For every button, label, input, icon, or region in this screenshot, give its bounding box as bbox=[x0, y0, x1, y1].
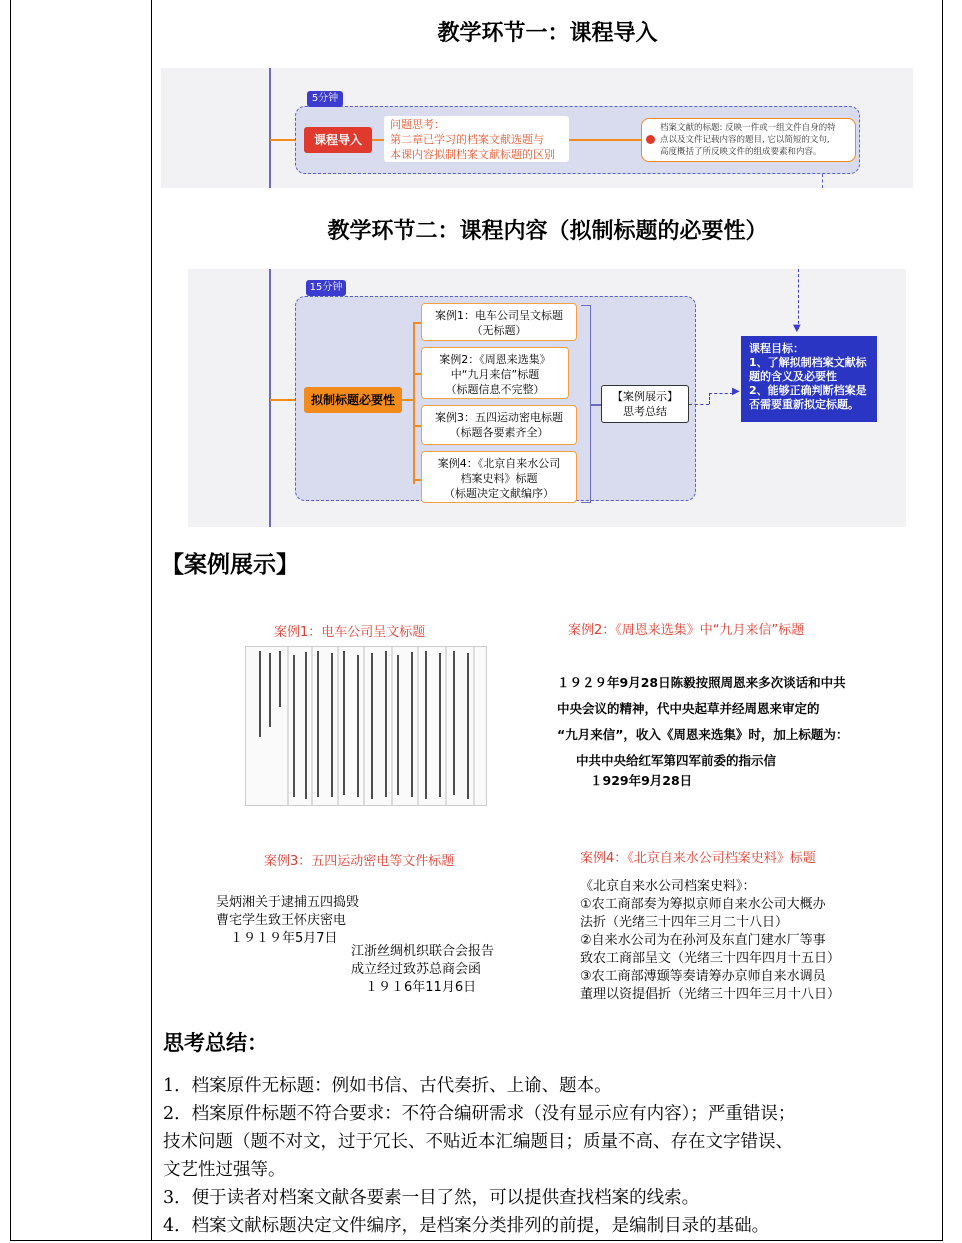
question-box: 问题思考： 第二章已学习的档案文献选题与 本课内容拟制档案文献标题的区别 bbox=[384, 116, 569, 162]
course-goal: 课程目标： 1、了解拟制档案文献标 题的含义及必要性 2、能够正确判断档案是 否需要重新拟定标题。 bbox=[741, 336, 877, 422]
case-2-node: 案例2：《周恩来选集》 中“九月来信”标题 （标题信息不完整） bbox=[421, 347, 569, 399]
time-tag: 5分钟 bbox=[307, 91, 343, 107]
intro-node: 课程导入 bbox=[304, 127, 372, 153]
summary-list bbox=[163, 1072, 933, 1240]
column-divider bbox=[151, 0, 152, 1241]
section1-diagram bbox=[161, 68, 913, 188]
case-3-node: 案例3：五四运动密电标题 （标题各要素齐全） bbox=[421, 405, 577, 445]
case1-title: 案例1：电车公司呈文标题 bbox=[274, 625, 426, 640]
case4-text: 《北京自来水公司档案史料》： ①农工商部奏为筹拟京师自来水公司大概办 法折（光绪三十四年三月二十八日） ②自来水公司为在孙河及东直门建水厂等事 致农工商部呈文（光绪三十四年四月十五日） ③农工商部溥颋等奏请筹办京师自来水调员 董理以资提倡折（光绪三十四年三月十八日） bbox=[580, 879, 841, 1002]
time-tag-2: 15分钟 bbox=[306, 280, 346, 296]
summary-line: 文艺性过强等。 bbox=[163, 1160, 286, 1180]
note-icon bbox=[646, 135, 655, 144]
summary-line: 1．档案原件无标题：例如书信、古代奏折、上谕、题本。 bbox=[163, 1076, 612, 1096]
arrow-down-icon: ▼ bbox=[793, 323, 801, 334]
summary-heading: 思考总结： bbox=[163, 1030, 268, 1055]
case2-title: 案例2：《周恩来选集》中“九月来信”标题 bbox=[568, 623, 805, 638]
case-1-node: 案例1：电车公司呈文标题 （无标题） bbox=[421, 303, 577, 341]
case4-title: 案例4：《北京自来水公司档案史料》标题 bbox=[580, 851, 816, 866]
summary-line: 3．便于读者对档案文献各要素一目了然，可以提供查找档案的线索。 bbox=[163, 1188, 700, 1208]
definition-note: 档案文献的标题: 反映一件或一组文件自身的特 点以及文件记载内容的题目, 它以简短的文句, 高度概括了所反映文件的组成要素和内容。 bbox=[641, 118, 856, 162]
case2-title-lines: 中共中央给红军第四军前委的指示信 １929年9月28日 bbox=[576, 753, 777, 788]
section2-diagram bbox=[188, 269, 906, 527]
summary-line: 4．档案文献标题决定文件编序，是档案分类排列的前提，是编制目录的基础。 bbox=[163, 1216, 770, 1236]
necessity-node: 拟制标题必要性 bbox=[304, 387, 402, 413]
case3-doc-a: 吴炳湘关于逮捕五四捣毁 曹宅学生致王怀庆密电 １９１９年5月7日 bbox=[216, 895, 360, 946]
section2-title: 教学环节二：课程内容（拟制标题的必要性） bbox=[327, 218, 768, 244]
summary-line: 2．档案原件标题不符合要求：不符合编研需求（没有显示应有内容）；严重错误； bbox=[163, 1104, 796, 1124]
manuscript-image bbox=[245, 646, 487, 806]
case-4-node: 案例4：《北京自来水公司 档案史料》标题 （标题决定文献编序） bbox=[421, 451, 577, 503]
arrow-right-icon: ▶ bbox=[732, 386, 740, 397]
showcase-heading: 【案例展示】 bbox=[161, 551, 299, 578]
summary-node: 【案例展示】 思考总结 bbox=[601, 385, 689, 423]
case3-title: 案例3：五四运动密电等文件标题 bbox=[264, 854, 455, 869]
section1-title: 教学环节一：课程导入 bbox=[437, 20, 658, 46]
case2-text: １９２９年9月28日陈毅按照周恩来多次谈话和中共 中央会议的精神，代中央起草并经周恩来审定的 “九月来信”，收入《周恩来选集》时，加上标题为： bbox=[557, 675, 849, 742]
summary-line: 技术问题（题不对文，过于冗长、不贴近本汇编题目；质量不高、存在文字错误、 bbox=[163, 1132, 793, 1152]
case3-doc-b: 江浙丝绸机织联合会报告 成立经过致苏总商会函 １９１6年11月6日 bbox=[351, 944, 495, 995]
